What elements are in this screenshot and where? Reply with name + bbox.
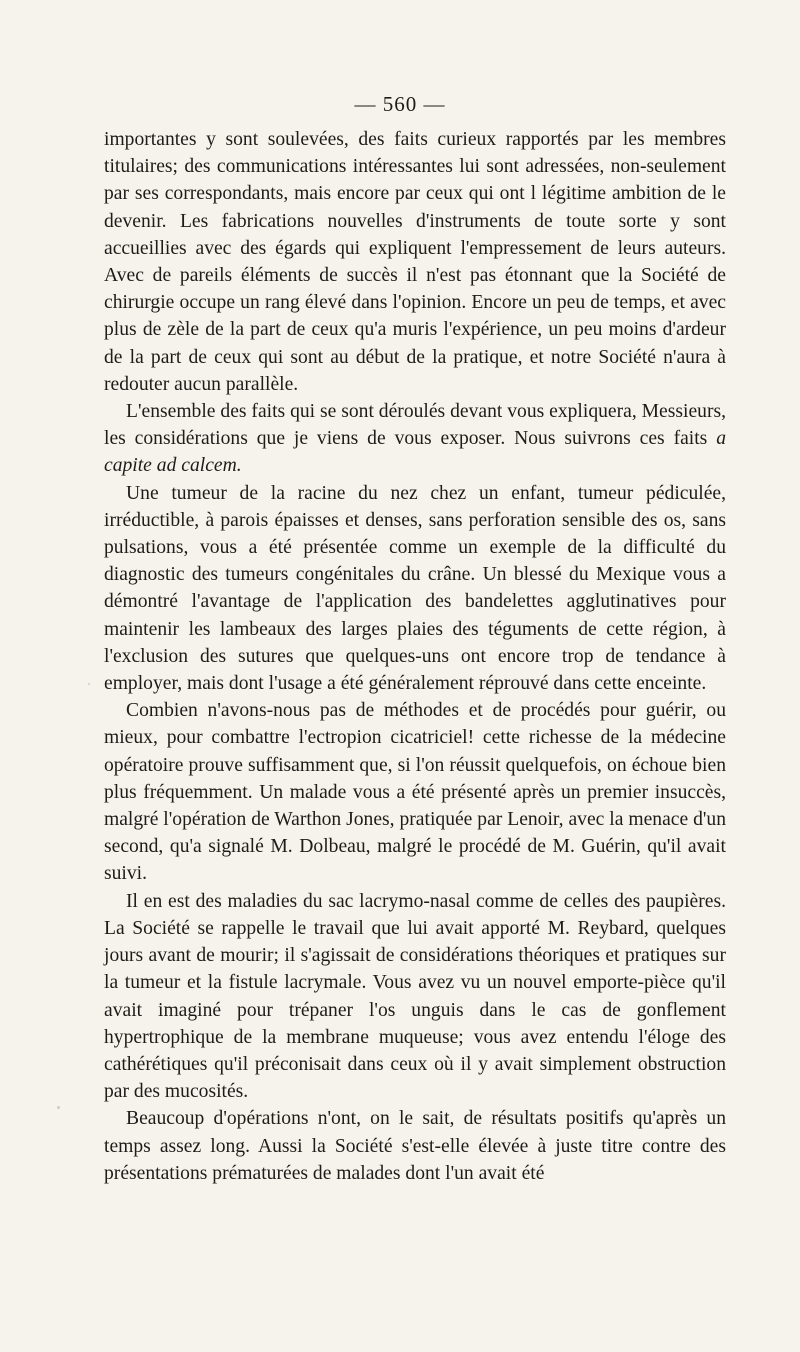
paper-speck <box>598 895 600 897</box>
paragraph-3: Une tumeur de la racine du nez chez un enfant, tumeur pédiculée, irréductible, à parois épaisses et denses, sans perforation sensible des os, sans pulsations, vous a été présentée comme un exemple de la difficulté du diagnostic des tumeurs congénitales du crâne. Un blessé du Mexique vous a démontré l'avantage de l'application des bandelettes agglutinatives pour maintenir les lambeaux des larges plaies des téguments de cette région, à l'exclusion des sutures que quelques-uns ont encore trop de tendance à employer, mais dont l'usage a été généralement réprouvé dans cette enceinte. <box>104 482 726 695</box>
paragraph-5: Il en est des maladies du sac lacrymo-nasal comme de celles des paupières. La Société se rappelle le travail que lui avait apporté M. Reybard, quelques jours avant de mourir; il s'agissait de considérations théoriques et pratiques sur la tumeur et la fistule lacrymale. Vous avez vu un nouvel emporte-pièce qu'il avait imaginé pour trépaner l'os unguis dans le cas de gonflement hypertrophique de la membrane muqueuse; vous avez entendu l'éloge des cathérétiques qu'il préconisait dans ceux où il y avait simplement obstruction par des mucosités. <box>104 890 726 1103</box>
paper-speck <box>88 683 90 685</box>
paragraph-2-italic: a capite ad calcem. <box>104 428 726 477</box>
paper-speck <box>57 1106 60 1109</box>
paragraph-1: importantes y sont soulevées, des faits curieux rapportés par les membres titulaires; des communications intéressantes lui sont adressées, non-seulement par ses correspondants, mais encore par ceux qui ont l légitime ambition de le devenir. Les fabrications nouvelles d'instruments de toute sorte y sont accueillies avec des égards qui expliquent l'empressement de leurs auteurs. Avec de pareils éléments de succès il n'est pas étonnant que la Société de chirurgie occupe un rang élevé dans l'opinion. Encore un peu de temps, et avec plus de zèle de la part de ceux qu'a muris l'expérience, un peu moins d'ardeur de la part de ceux qui sont au début de la pratique, et notre Société n'aura à redouter aucun parallèle. <box>104 129 726 395</box>
paragraph-6: Beaucoup d'opérations n'ont, on le sait, de résultats positifs qu'après un temps assez long. Aussi la Société s'est-elle élevée à juste titre contre des présentations prématurées de malades dont l'un avait été <box>104 1108 726 1184</box>
paragraph-2 <box>104 398 726 480</box>
paragraph-4: Combien n'avons-nous pas de méthodes et de procédés pour guérir, ou mieux, pour combattre l'ectropion cicatriciel! cette richesse de la médecine opératoire prouve suffisamment que, si l'on réussit quelquefois, on échoue bien plus fréquemment. Un malade vous a été présenté après un premier insuccès, malgré l'opération de Warthon Jones, pratiquée par Lenoir, avec la menace d'un second, qu'a signalé M. Dolbeau, malgré le procédé de M. Guérin, qu'il avait suivi. <box>104 700 726 885</box>
page-body <box>104 126 726 1187</box>
paragraph-2-text: L'ensemble des faits qui se sont déroulés devant vous expliquera, Messieurs, les considérations que je viens de vous exposer. Nous suivrons ces faits <box>104 401 726 450</box>
page-number: — 560 — <box>354 92 446 116</box>
